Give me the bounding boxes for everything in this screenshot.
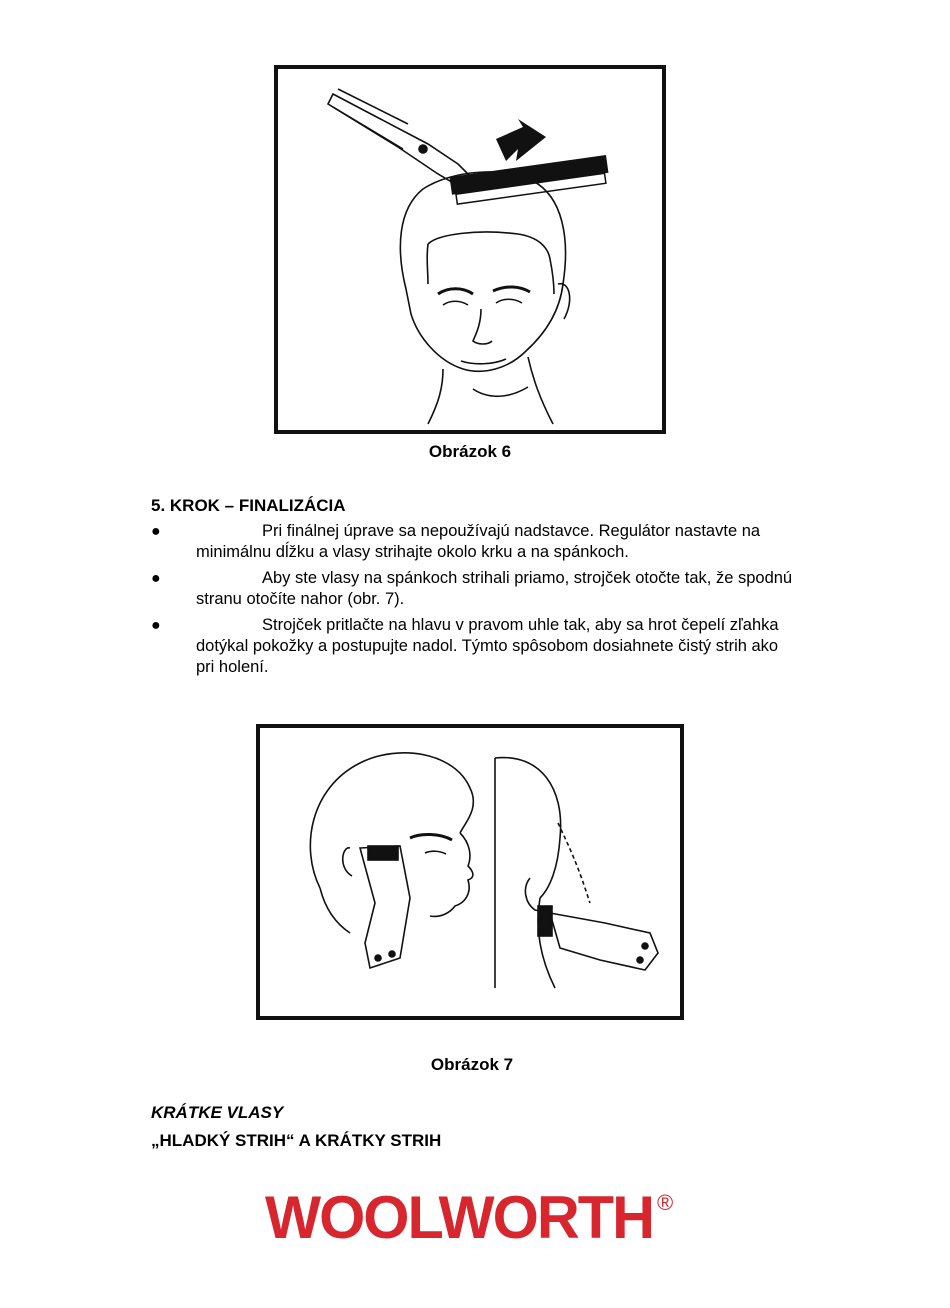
figure-7-caption: Obrázok 7 (430, 1055, 514, 1074)
figure-6-caption: Obrázok 6 (428, 442, 512, 461)
registered-mark: ® (657, 1190, 674, 1215)
list-item (151, 521, 801, 563)
woolworth-logo (265, 1186, 685, 1251)
list-item (151, 615, 801, 678)
step-bullet-list (151, 521, 801, 683)
bullet-icon: ● (151, 570, 161, 587)
bullet-text: Strojček pritlačte na hlavu v pravom uhle tak, aby sa hrot čepelí zľahka dotýkal pokožky a postupujte nadol. Týmto spôsobom dosiahnete čistý strih ako pri holení. (196, 616, 779, 676)
bullet-text: Aby ste vlasy na spánkoch strihali priamo, strojček otočte tak, že spodnú stranu otočíte nahor (obr. 7). (196, 569, 793, 608)
clipper-side-view-illustration (260, 728, 680, 1016)
haircut-comb-illustration (278, 69, 662, 430)
section-heading: „HLADKÝ STRIH“ A KRÁTKY STRIH (151, 1131, 442, 1150)
bullet-icon: ● (151, 523, 161, 540)
list-item (151, 568, 801, 610)
section-heading-italic: KRÁTKE VLASY (151, 1103, 284, 1122)
step-title: 5. KROK – FINALIZÁCIA (151, 496, 346, 515)
logo-text: WOOLWORTH (265, 1186, 653, 1246)
figure-6-illustration (274, 65, 666, 434)
bullet-text: Pri finálnej úprave sa nepoužívajú nadstavce. Regulátor nastavte na minimálnu dĺžku a vlasy strihajte okolo krku a na spánkoch. (196, 522, 761, 561)
figure-7-illustration (256, 724, 684, 1020)
bullet-icon: ● (151, 617, 161, 634)
